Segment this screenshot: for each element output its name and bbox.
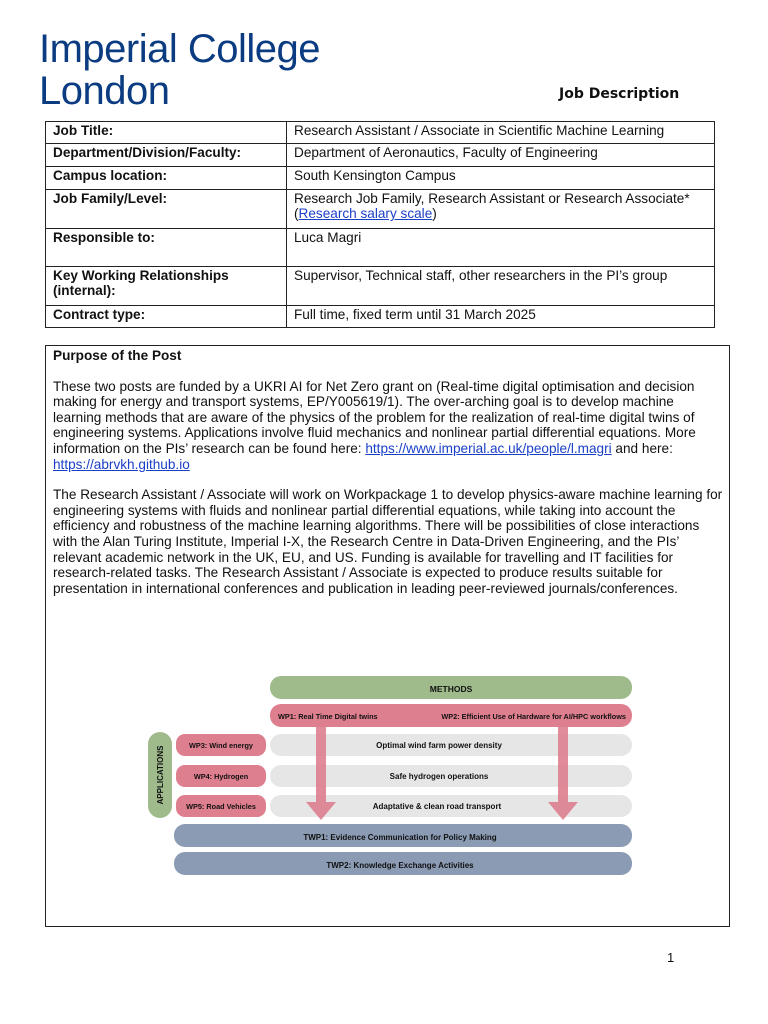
job-family-text-end: ) — [432, 206, 437, 221]
table-row — [46, 190, 715, 229]
table-row — [46, 229, 715, 267]
application-row-2-label: Safe hydrogen operations — [389, 772, 489, 781]
wp2-label: WP2: Efficient Use of Hardware for AI/HPC workflows — [441, 712, 626, 721]
salary-scale-link[interactable]: Research salary scale — [298, 206, 433, 221]
logo-line-1: Imperial College — [39, 27, 321, 71]
application-row-1-label: Optimal wind farm power density — [376, 741, 502, 750]
wp5-label: WP5: Road Vehicles — [186, 802, 256, 811]
department-label: Department/Division/Faculty: — [46, 144, 287, 167]
wp1-label: WP1: Real Time Digital twins — [278, 712, 378, 721]
table-row — [46, 267, 715, 306]
responsible-label: Responsible to: — [46, 229, 287, 267]
relationships-value: Supervisor, Technical staff, other researchers in the PI’s group — [287, 267, 715, 306]
document-title: Job Description — [559, 86, 680, 102]
twp2-label: TWP2: Knowledge Exchange Activities — [326, 861, 474, 870]
table-row — [46, 122, 715, 144]
wp4-label: WP4: Hydrogen — [193, 772, 249, 781]
responsible-value: Luca Magri — [287, 229, 715, 267]
imperial-logo — [39, 28, 320, 112]
job-title-value: Research Assistant / Associate in Scientific Machine Learning — [287, 122, 715, 144]
work-package-diagram — [146, 674, 636, 885]
table-row — [46, 306, 715, 328]
relationships-label: Key Working Relationships (internal): — [46, 267, 287, 306]
page-number: 1 — [667, 950, 675, 965]
purpose-heading: Purpose of the Post — [53, 348, 182, 363]
methods-label: METHODS — [429, 684, 473, 694]
job-family-label: Job Family/Level: — [46, 190, 287, 229]
twp1-label: TWP1: Evidence Communication for Policy Making — [303, 833, 497, 842]
table-row — [46, 144, 715, 167]
contract-value: Full time, fixed term until 31 March 2025 — [287, 306, 715, 328]
job-title-label: Job Title: — [46, 122, 287, 144]
table-row — [46, 167, 715, 190]
wp3-label: WP3: Wind energy — [189, 741, 253, 750]
job-info-table — [45, 121, 715, 328]
diagram-svg — [146, 674, 636, 880]
application-row-3-label: Adaptative & clean road transport — [372, 802, 502, 811]
department-value: Department of Aeronautics, Faculty of Engineering — [287, 144, 715, 167]
contract-label: Contract type: — [46, 306, 287, 328]
imperial-profile-link[interactable]: https://www.imperial.ac.uk/people/l.magri — [365, 440, 612, 456]
purpose-text-1: These two posts are funded by a UKRI AI for Net Zero grant on (Real-time digital optimisation and decision making for energy and transport systems, EP/Y005619/1). The over-arching goal is to develop machine learning methods that are aware of the physics of the problem for the realization of real-time digital twins of engineering systems. Applications involve fluid mechanics and nonlinear partial differential equations. More information on the PIs’ research can be found here: — [53, 378, 696, 456]
campus-label: Campus location: — [46, 167, 287, 190]
logo-line-2: London — [39, 69, 170, 113]
job-family-text: Research Job Family, Research Assistant or Research Associate* ( — [294, 191, 690, 221]
purpose-paragraph-2: The Research Assistant / Associate will work on Workpackage 1 to develop physics-aware machine learning for engineering systems with fluids and nonlinear partial differential equations, while taking into account the efficiency and robustness of the machine learning algorithms. There will be possibilities of close interactions with the Alan Turing Institute, Imperial I-X, the Research Centre in Data-Driven Engineering, and the PIs’ relevant academic network in the UK, EU, and US. Funding is available for travelling and IT facilities for research-related tasks. The Research Assistant / Associate is expected to produce results suitable for presentation in international conferences and publication in leading peer-reviewed journals/conferences. — [53, 487, 723, 596]
purpose-paragraph-1 — [53, 379, 723, 473]
applications-label: APPLICATIONS — [156, 745, 165, 805]
purpose-text-1-mid: and here: — [611, 440, 673, 456]
github-link[interactable]: https://abrvkh.github.io — [53, 456, 190, 472]
campus-value: South Kensington Campus — [287, 167, 715, 190]
job-family-value — [287, 190, 715, 229]
